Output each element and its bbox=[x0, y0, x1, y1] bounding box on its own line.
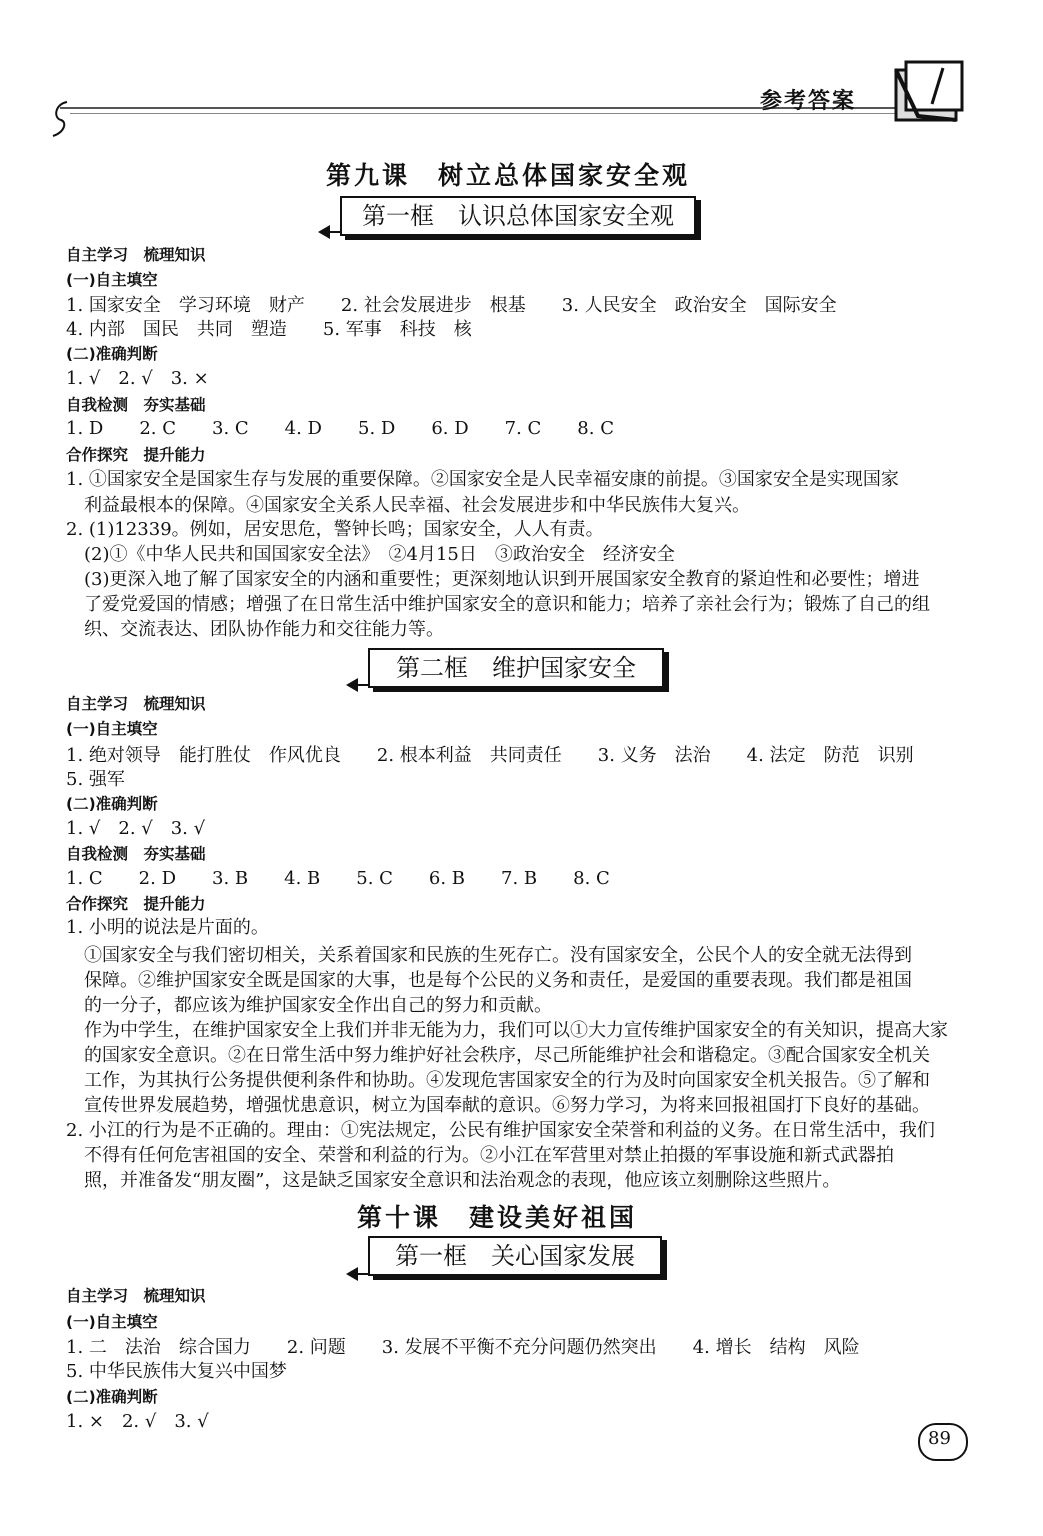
answer-line: 照，并准备发“朋友圈”，这是缺乏国家安全意识和法治观念的表现，他应该立刻删除这些照片。 bbox=[84, 1170, 841, 1191]
section-heading: 合作探究 提升能力 bbox=[66, 446, 206, 464]
sub-heading: (一)自主填空 bbox=[66, 1313, 158, 1331]
section-heading: 自我检测 夯实基础 bbox=[66, 845, 206, 863]
answer-line: 2. (1)12339。例如，居安思危，警钟长鸣；国家安全，人人有责。 bbox=[66, 519, 604, 540]
page-number: 89 bbox=[928, 1428, 951, 1449]
answer-line: 1. 国家安全 学习环境 财产 2. 社会发展进步 根基 3. 人民安全 政治安全 国际安全 bbox=[66, 295, 837, 316]
answer-line: 宣传世界发展趋势，增强忧患意识，树立为国奉献的意识。⑥努力学习，为将来回报祖国打下良好的基础。 bbox=[84, 1095, 930, 1116]
answer-line: 织、交流表达、团队协作能力和交往能力等。 bbox=[84, 619, 444, 640]
section-heading: 合作探究 提升能力 bbox=[66, 895, 206, 913]
answer-line: 1. D 2. C 3. C 4. D 5. D 6. D 7. C 8. C bbox=[66, 418, 614, 439]
answer-line: 的国家安全意识。②在日常生活中努力维护好社会秩序，尽己所能维护社会和谐稳定。③配合国家安全机关 bbox=[84, 1045, 930, 1066]
book-icon bbox=[888, 56, 968, 132]
answer-line: 不得有任何危害祖国的安全、荣誉和利益的行为。②小江在军营里对禁止拍摄的军事设施和新式武器拍 bbox=[84, 1145, 894, 1166]
sub-heading: (二)准确判断 bbox=[66, 1388, 158, 1406]
answer-line: 2. 小江的行为是不正确的。理由：①宪法规定，公民有维护国家安全荣誉和利益的义务。在日常生活中，我们 bbox=[66, 1120, 935, 1141]
answer-line: 了爱党爱国的情感；增强了在日常生活中维护国家安全的意识和能力；培养了亲社会行为；锻炼了自己的组 bbox=[84, 594, 930, 615]
section-heading: 自主学习 梳理知识 bbox=[66, 695, 206, 713]
answer-line: 4. 内部 国民 共同 塑造 5. 军事 科技 核 bbox=[66, 319, 472, 340]
answer-line: 保障。②维护国家安全既是国家的大事，也是每个公民的义务和责任，是爱国的重要表现。我们都是祖国 bbox=[84, 970, 912, 991]
answer-line: 1. 二 法治 综合国力 2. 问题 3. 发展不平衡不充分问题仍然突出 4. 增长 结构 风险 bbox=[66, 1337, 860, 1358]
answer-line: 1. √ 2. √ 3. × bbox=[66, 368, 209, 389]
answer-line: ①国家安全与我们密切相关，关系着国家和民族的生死存亡。没有国家安全，公民个人的安全就无法得到 bbox=[84, 945, 912, 966]
answer-title: 参考答案 bbox=[760, 89, 857, 114]
lesson-9-frame-2: 第二框 维护国家安全 bbox=[368, 648, 664, 688]
header-curl-icon bbox=[45, 98, 75, 144]
lesson-9-title: 第九课 树立总体国家安全观 bbox=[326, 161, 691, 190]
section-heading: 自我检测 夯实基础 bbox=[66, 396, 206, 414]
answer-line: 利益最根本的保障。④国家安全关系人民幸福、社会发展进步和中华民族伟大复兴。 bbox=[84, 495, 750, 516]
lesson-10-title: 第十课 建设美好祖国 bbox=[357, 1203, 638, 1232]
sub-heading: (二)准确判断 bbox=[66, 795, 158, 813]
answer-line: 1. ①国家安全是国家生存与发展的重要保障。②国家安全是人民幸福安康的前提。③国家安全是实现国家 bbox=[66, 469, 899, 490]
answer-line: (3)更深入地了解了国家安全的内涵和重要性；更深刻地认识到开展国家安全教育的紧迫性和必要性；增进 bbox=[84, 569, 920, 590]
answer-line: 5. 中华民族伟大复兴中国梦 bbox=[66, 1361, 287, 1382]
lesson-10-frame-1: 第一框 关心国家发展 bbox=[368, 1236, 662, 1276]
answer-line: 5. 强军 bbox=[66, 769, 125, 790]
sub-heading: (二)准确判断 bbox=[66, 345, 158, 363]
answer-line: (2)①《中华人民共和国国家安全法》 ②4月15日 ③政治安全 经济安全 bbox=[84, 544, 675, 565]
answer-line: 工作，为其执行公务提供便利条件和协助。④发现危害国家安全的行为及时向国家安全机关报告。⑤了解和 bbox=[84, 1070, 930, 1091]
answer-line: 1. × 2. √ 3. √ bbox=[66, 1411, 209, 1432]
answer-line: 1. √ 2. √ 3. √ bbox=[66, 818, 206, 839]
answer-line: 1. C 2. D 3. B 4. B 5. C 6. B 7. B 8. C bbox=[66, 868, 610, 889]
answer-line: 作为中学生，在维护国家安全上我们并非无能为力，我们可以①大力宣传维护国家安全的有关知识，提高大家 bbox=[84, 1020, 948, 1041]
lesson-9-frame-1: 第一框 认识总体国家安全观 bbox=[340, 196, 696, 236]
answer-line: 1. 小明的说法是片面的。 bbox=[66, 917, 269, 938]
section-heading: 自主学习 梳理知识 bbox=[66, 246, 206, 264]
answer-line: 的一分子，都应该为维护国家安全作出自己的努力和贡献。 bbox=[84, 995, 552, 1016]
sub-heading: (一)自主填空 bbox=[66, 271, 158, 289]
section-heading: 自主学习 梳理知识 bbox=[66, 1287, 206, 1305]
answer-line: 1. 绝对领导 能打胜仗 作风优良 2. 根本利益 共同责任 3. 义务 法治 4. 法定 防范 识别 bbox=[66, 745, 914, 766]
sub-heading: (一)自主填空 bbox=[66, 720, 158, 738]
